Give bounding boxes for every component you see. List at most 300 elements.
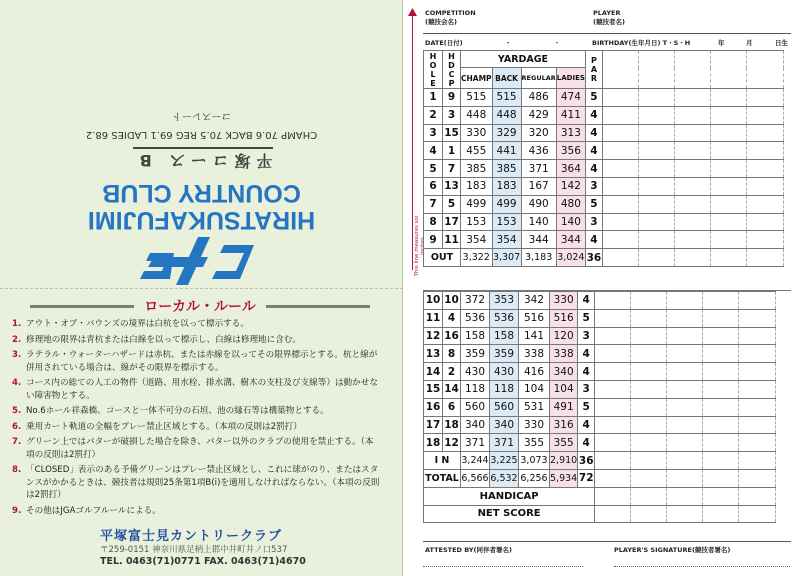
score-entry-cell[interactable] (631, 434, 667, 452)
champ-yardage: 515 (461, 89, 493, 107)
out-row-ladies: 3,024 (556, 249, 585, 267)
hole-hdcp: 18 (443, 416, 461, 434)
score-entry-cell[interactable] (602, 231, 638, 249)
score-entry-cell[interactable] (674, 142, 710, 160)
champ-yardage: 340 (461, 416, 490, 434)
net-score-entry-cell[interactable] (667, 505, 703, 523)
back-yardage: 371 (490, 434, 519, 452)
player-column-header[interactable] (746, 51, 783, 89)
score-entry-cell[interactable] (710, 142, 746, 160)
score-entry-cell[interactable] (710, 231, 746, 249)
score-entry-cell[interactable] (674, 213, 710, 231)
back-yardage: 118 (490, 380, 519, 398)
hole-hdcp: 8 (443, 345, 461, 363)
hole-par: 5 (578, 398, 595, 416)
out-row-champ: 3,322 (461, 249, 493, 267)
local-rule-item (12, 377, 380, 402)
rule-text: No.6ホール祥森橋、コースと一体不可分の石垣、池の縁石等は構築物とする。 (26, 406, 329, 416)
score-entry-cell[interactable] (703, 380, 739, 398)
score-entry-cell[interactable] (667, 434, 703, 452)
hole-number: 12 (424, 327, 443, 345)
total-row-ladies: 5,934 (550, 469, 578, 487)
rule-number: 3. (12, 350, 22, 360)
player-column-header[interactable] (674, 51, 710, 89)
handicap-label: HANDICAP (424, 487, 595, 505)
hole-row (424, 160, 784, 178)
club-name-line1: HIRATSUKAFUJIMI (87, 206, 316, 234)
score-entry-cell[interactable] (674, 89, 710, 107)
total-row-label: TOTAL (424, 469, 461, 487)
ladies-yardage: 338 (550, 345, 578, 363)
ladies-yardage: 474 (556, 89, 585, 107)
score-entry-cell[interactable] (739, 292, 776, 310)
score-entry-cell[interactable] (631, 292, 667, 310)
score-entry-cell[interactable] (739, 398, 776, 416)
hole-par: 4 (578, 292, 595, 310)
score-entry-cell[interactable] (674, 124, 710, 142)
regular-yardage: 416 (519, 363, 550, 381)
score-entry-cell[interactable] (667, 345, 703, 363)
six-inch-measure-line (412, 12, 413, 270)
score-entry-cell[interactable] (739, 469, 776, 487)
player-column-header[interactable] (710, 51, 746, 89)
score-entry-cell[interactable] (703, 416, 739, 434)
champ-yardage: 372 (461, 292, 490, 310)
score-entry-cell[interactable] (710, 89, 746, 107)
hole-number: 4 (424, 142, 443, 160)
score-entry-cell[interactable] (710, 106, 746, 124)
score-entry-cell[interactable] (667, 292, 703, 310)
score-entry-cell[interactable] (667, 309, 703, 327)
back-yardage: 340 (490, 416, 519, 434)
rule-text: ラテラル・ウォーターハザードは赤杭、または赤線を以ってその限界標示とする。杭と線が併用されている場合は、線がその限界を標示する。 (26, 350, 378, 373)
net-score-entry-cell[interactable] (631, 505, 667, 523)
rules-title (30, 296, 370, 316)
hole-par: 5 (578, 309, 595, 327)
score-entry-cell[interactable] (667, 452, 703, 470)
footer-divider (423, 541, 791, 542)
champ-yardage: 153 (461, 213, 493, 231)
hole-number: 15 (424, 380, 443, 398)
cover-top-upside-down (0, 0, 403, 288)
hole-hdcp: 10 (443, 292, 461, 310)
rule-number: 2. (12, 334, 22, 345)
club-org-name: 平塚富士見カントリークラブ (100, 529, 283, 544)
local-rule-item (12, 349, 380, 374)
in-row-par: 36 (578, 452, 595, 470)
total-row-regular: 6,256 (519, 469, 550, 487)
score-entry-cell[interactable] (602, 160, 638, 178)
back-yardage: 353 (490, 292, 519, 310)
score-entry-cell[interactable] (631, 452, 667, 470)
score-entry-cell[interactable] (667, 380, 703, 398)
handicap-entry-cell[interactable] (667, 487, 703, 505)
handicap-entry-cell[interactable] (595, 487, 631, 505)
score-entry-cell[interactable] (710, 124, 746, 142)
score-entry-cell[interactable] (631, 398, 667, 416)
score-entry-cell[interactable] (595, 452, 631, 470)
score-entry-cell[interactable] (739, 345, 776, 363)
ladies-yardage: 313 (556, 124, 585, 142)
hole-hdcp: 14 (443, 380, 461, 398)
champ-yardage: 359 (461, 345, 490, 363)
regular-yardage: 141 (519, 327, 550, 345)
score-entry-cell[interactable] (631, 469, 667, 487)
measure-caption: This line measures six inches (414, 215, 426, 277)
hole-row (424, 363, 776, 381)
score-entry-cell[interactable] (631, 327, 667, 345)
hole-hdcp: 13 (443, 177, 461, 195)
regular-yardage: 490 (521, 195, 556, 213)
score-entry-cell[interactable] (739, 416, 776, 434)
hole-par: 3 (585, 213, 602, 231)
hole-par: 3 (578, 327, 595, 345)
birthday-month: 月 (746, 39, 753, 47)
club-phone: TEL. 0463(71)0771 FAX. 0463(71)4670 (100, 556, 306, 567)
score-entry-cell[interactable] (739, 309, 776, 327)
score-entry-cell[interactable] (667, 416, 703, 434)
score-entry-cell[interactable] (631, 416, 667, 434)
score-entry-cell[interactable] (746, 195, 783, 213)
hole-header (424, 51, 443, 89)
date-label: DATE(日付) (425, 39, 463, 47)
hole-row (424, 124, 784, 142)
hole-number: 17 (424, 416, 443, 434)
regular-yardage: 104 (519, 380, 550, 398)
hole-number: 13 (424, 345, 443, 363)
back-nine-table (423, 291, 776, 523)
score-entry-cell[interactable] (710, 160, 746, 178)
score-entry-cell[interactable] (595, 380, 631, 398)
regular-yardage: 320 (521, 124, 556, 142)
local-rule-item (12, 405, 380, 418)
arrow-up-icon (408, 8, 417, 16)
hole-number: 18 (424, 434, 443, 452)
score-entry-cell[interactable] (674, 160, 710, 178)
hole-hdcp: 16 (443, 327, 461, 345)
score-entry-cell[interactable] (746, 106, 783, 124)
score-entry-cell[interactable] (739, 363, 776, 381)
out-row-back: 3,307 (492, 249, 521, 267)
score-entry-cell[interactable] (667, 327, 703, 345)
score-entry-cell[interactable] (703, 452, 739, 470)
in-row-ladies: 2,910 (550, 452, 578, 470)
champ-yardage: 385 (461, 160, 493, 178)
hole-row (424, 89, 784, 107)
hole-row (424, 292, 776, 310)
ladies-yardage: 120 (550, 327, 578, 345)
regular-yardage: 436 (521, 142, 556, 160)
hole-number: 7 (424, 195, 443, 213)
score-entry-cell[interactable] (602, 106, 638, 124)
score-entry-cell[interactable] (638, 124, 674, 142)
ladies-yardage: 364 (556, 160, 585, 178)
hole-row (424, 177, 784, 195)
score-entry-cell[interactable] (746, 249, 783, 267)
score-entry-cell[interactable] (638, 142, 674, 160)
birthday-year: 年 (718, 39, 725, 47)
score-entry-cell[interactable] (710, 213, 746, 231)
club-address: 〒259-0151 神奈川県足柄上郡中井町井ノ口537 (100, 545, 288, 555)
champ-yardage: 430 (461, 363, 490, 381)
score-entry-cell[interactable] (746, 177, 783, 195)
regular-yardage: 371 (521, 160, 556, 178)
local-rule-item (12, 318, 380, 331)
champ-yardage: 499 (461, 195, 493, 213)
out-row-par: 36 (585, 249, 602, 267)
back-yardage: 183 (492, 177, 521, 195)
player-label: PLAYER (競技者名) (593, 9, 625, 26)
hole-row (424, 416, 776, 434)
total-row (424, 469, 776, 487)
total-row-par: 72 (578, 469, 595, 487)
score-entry-cell[interactable] (703, 434, 739, 452)
club-name-line2: COUNTRY CLUB (102, 179, 301, 207)
score-entry-cell[interactable] (674, 106, 710, 124)
ladies-yardage: 355 (550, 434, 578, 452)
ladies-yardage: 142 (556, 177, 585, 195)
score-entry-cell[interactable] (631, 380, 667, 398)
rule-number: 9. (12, 505, 22, 516)
hole-par: 4 (578, 416, 595, 434)
score-entry-cell[interactable] (638, 231, 674, 249)
local-rule-item (12, 436, 380, 461)
rules-title-text: ローカル・ルール (134, 299, 265, 315)
score-entry-cell[interactable] (703, 469, 739, 487)
ladies-yardage: 344 (556, 231, 585, 249)
score-entry-cell[interactable] (703, 292, 739, 310)
score-entry-cell[interactable] (595, 309, 631, 327)
total-row-back: 6,532 (490, 469, 519, 487)
hole-row (424, 309, 776, 327)
score-entry-cell[interactable] (631, 363, 667, 381)
signature-line (614, 566, 790, 567)
total-row-champ: 6,566 (461, 469, 490, 487)
score-entry-cell[interactable] (595, 363, 631, 381)
rule-text: 修理地の限界は青杭または白線を以って標示し、白線は修理地に含む。 (26, 334, 302, 345)
score-entry-cell[interactable] (631, 309, 667, 327)
regular-yardage: 140 (521, 213, 556, 231)
competition-label: COMPETITION (競技会名) (425, 9, 476, 26)
score-entry-cell[interactable] (631, 345, 667, 363)
ladies-yardage: 356 (556, 142, 585, 160)
hole-number: 8 (424, 213, 443, 231)
hole-row (424, 327, 776, 345)
back-yardage: 359 (490, 345, 519, 363)
regular-yardage: 531 (519, 398, 550, 416)
back-header: BACK (492, 68, 521, 89)
score-entry-cell[interactable] (703, 363, 739, 381)
net-score-entry-cell[interactable] (739, 505, 776, 523)
header-divider (423, 33, 791, 34)
rule-text: その他はJGAゴルフルールによる。 (26, 505, 161, 516)
score-entry-cell[interactable] (602, 249, 638, 267)
rule-number: 7. (12, 437, 22, 447)
score-entry-cell[interactable] (595, 434, 631, 452)
regular-yardage: 344 (521, 231, 556, 249)
back-yardage: 499 (492, 195, 521, 213)
rule-number: 4. (12, 378, 22, 388)
rule-number: 6. (12, 421, 22, 432)
score-entry-cell[interactable] (703, 345, 739, 363)
hole-row (424, 106, 784, 124)
score-entry-cell[interactable] (674, 195, 710, 213)
champ-yardage: 371 (461, 434, 490, 452)
score-entry-cell[interactable] (703, 398, 739, 416)
score-entry-cell[interactable] (638, 177, 674, 195)
net-score-label: NET SCORE (424, 505, 595, 523)
score-entry-cell[interactable] (638, 213, 674, 231)
jga-logo-icon (138, 235, 258, 287)
score-entry-cell[interactable] (703, 327, 739, 345)
score-entry-cell[interactable] (739, 452, 776, 470)
header-row (424, 51, 784, 68)
hole-row (424, 380, 776, 398)
in-row-champ: 3,244 (461, 452, 490, 470)
rule-text: 「CLOSED」表示のある予備グリーンはプレー禁止区域とし、これに球がのり、またはスタンスがかかるときは、競技者は規則25条第1項B(i)を適用しなければならない。（本項の反則は2罰打） (26, 465, 380, 500)
regular-yardage: 330 (519, 416, 550, 434)
hole-hdcp: 9 (443, 89, 461, 107)
hole-number: 16 (424, 398, 443, 416)
score-entry-cell[interactable] (602, 213, 638, 231)
score-entry-cell[interactable] (739, 434, 776, 452)
front-nine-table (423, 50, 784, 267)
hole-par: 4 (578, 434, 595, 452)
champ-header: CHAMP (461, 68, 493, 89)
yardage-header: YARDAGE (461, 51, 586, 68)
score-entry-cell[interactable] (746, 213, 783, 231)
score-entry-cell[interactable] (667, 398, 703, 416)
back-yardage: 441 (492, 142, 521, 160)
back-yardage: 560 (490, 398, 519, 416)
ladies-yardage: 516 (550, 309, 578, 327)
hole-hdcp: 5 (443, 195, 461, 213)
ladies-yardage: 330 (550, 292, 578, 310)
score-entry-cell[interactable] (739, 380, 776, 398)
score-entry-cell[interactable] (710, 195, 746, 213)
score-entry-cell[interactable] (595, 398, 631, 416)
score-entry-cell[interactable] (595, 292, 631, 310)
score-entry-cell[interactable] (638, 106, 674, 124)
score-entry-cell[interactable] (746, 124, 783, 142)
regular-yardage: 167 (521, 177, 556, 195)
player-column-header[interactable] (602, 51, 638, 89)
handicap-entry-cell[interactable] (631, 487, 667, 505)
score-entry-cell[interactable] (638, 89, 674, 107)
champ-yardage: 118 (461, 380, 490, 398)
date-dots: ・ ・ (505, 39, 581, 47)
hole-row (424, 213, 784, 231)
score-entry-cell[interactable] (602, 195, 638, 213)
rule-number: 1. (12, 319, 22, 329)
score-entry-cell[interactable] (746, 142, 783, 160)
handicap-entry-cell[interactable] (703, 487, 739, 505)
handicap-entry-cell[interactable] (739, 487, 776, 505)
ladies-header: LADIES (556, 68, 585, 89)
hole-number: 6 (424, 177, 443, 195)
hole-hdcp: 15 (443, 124, 461, 142)
hole-par: 4 (585, 142, 602, 160)
out-row (424, 249, 784, 267)
score-entry-cell[interactable] (739, 327, 776, 345)
net-score-entry-cell[interactable] (703, 505, 739, 523)
champ-yardage: 354 (461, 231, 493, 249)
in-row-label: I N (424, 452, 461, 470)
score-entry-cell[interactable] (710, 177, 746, 195)
hole-row (424, 195, 784, 213)
attested-line (423, 566, 583, 567)
regular-yardage: 429 (521, 106, 556, 124)
score-entry-cell[interactable] (667, 469, 703, 487)
score-entry-cell[interactable] (595, 327, 631, 345)
signature-label: PLAYER'S SIGNATURE(競技者署名) (614, 546, 731, 554)
attested-label: ATTESTED BY(同伴者署名) (425, 546, 512, 554)
back-yardage: 430 (490, 363, 519, 381)
score-entry-cell[interactable] (602, 124, 638, 142)
player-column-header[interactable] (638, 51, 674, 89)
score-entry-cell[interactable] (674, 249, 710, 267)
ladies-yardage: 104 (550, 380, 578, 398)
score-entry-cell[interactable] (710, 249, 746, 267)
rule-text: 乗用カート軌道の全幅をプレー禁止区域とする。（本項の反則は2罰打） (26, 421, 302, 432)
score-entry-cell[interactable] (595, 345, 631, 363)
champ-yardage: 536 (461, 309, 490, 327)
net-score-entry-cell[interactable] (595, 505, 631, 523)
score-entry-cell[interactable] (602, 142, 638, 160)
score-entry-cell[interactable] (703, 309, 739, 327)
net-score-row (424, 505, 776, 523)
hole-hdcp: 2 (443, 363, 461, 381)
score-entry-cell[interactable] (674, 231, 710, 249)
hole-number: 3 (424, 124, 443, 142)
course-ratings (0, 106, 403, 140)
hole-row (424, 434, 776, 452)
score-entry-cell[interactable] (595, 469, 631, 487)
hole-hdcp: 1 (443, 142, 461, 160)
hole-par: 4 (585, 106, 602, 124)
hole-par: 4 (578, 363, 595, 381)
score-entry-cell[interactable] (746, 231, 783, 249)
hole-par: 5 (585, 195, 602, 213)
in-row (424, 452, 776, 470)
ratings-label: コースレート (171, 110, 232, 121)
score-entry-cell[interactable] (674, 177, 710, 195)
regular-header: REGULAR (521, 68, 556, 89)
ladies-yardage: 411 (556, 106, 585, 124)
in-row-back: 3,225 (490, 452, 519, 470)
score-entry-cell[interactable] (746, 89, 783, 107)
in-row-regular: 3,073 (519, 452, 550, 470)
score-entry-cell[interactable] (638, 195, 674, 213)
out-row-regular: 3,183 (521, 249, 556, 267)
local-rule-item (12, 505, 380, 518)
score-entry-cell[interactable] (602, 177, 638, 195)
local-rules-list (12, 318, 380, 520)
score-entry-cell[interactable] (667, 363, 703, 381)
hole-par: 4 (578, 345, 595, 363)
score-entry-cell[interactable] (595, 416, 631, 434)
score-entry-cell[interactable] (746, 160, 783, 178)
hole-par: 4 (585, 124, 602, 142)
rule-text: コース内の総ての人工の物件（道路、用水栓、排水溝、樹木の支柱及び支線等）は動かせない障害物とする。 (26, 378, 378, 401)
back-yardage: 153 (492, 213, 521, 231)
local-rule-item (12, 421, 380, 434)
local-rule-item (12, 464, 380, 502)
score-entry-cell[interactable] (638, 160, 674, 178)
score-entry-cell[interactable] (602, 89, 638, 107)
hdcp-header-text: HDCP (448, 51, 455, 88)
score-entry-cell[interactable] (638, 249, 674, 267)
